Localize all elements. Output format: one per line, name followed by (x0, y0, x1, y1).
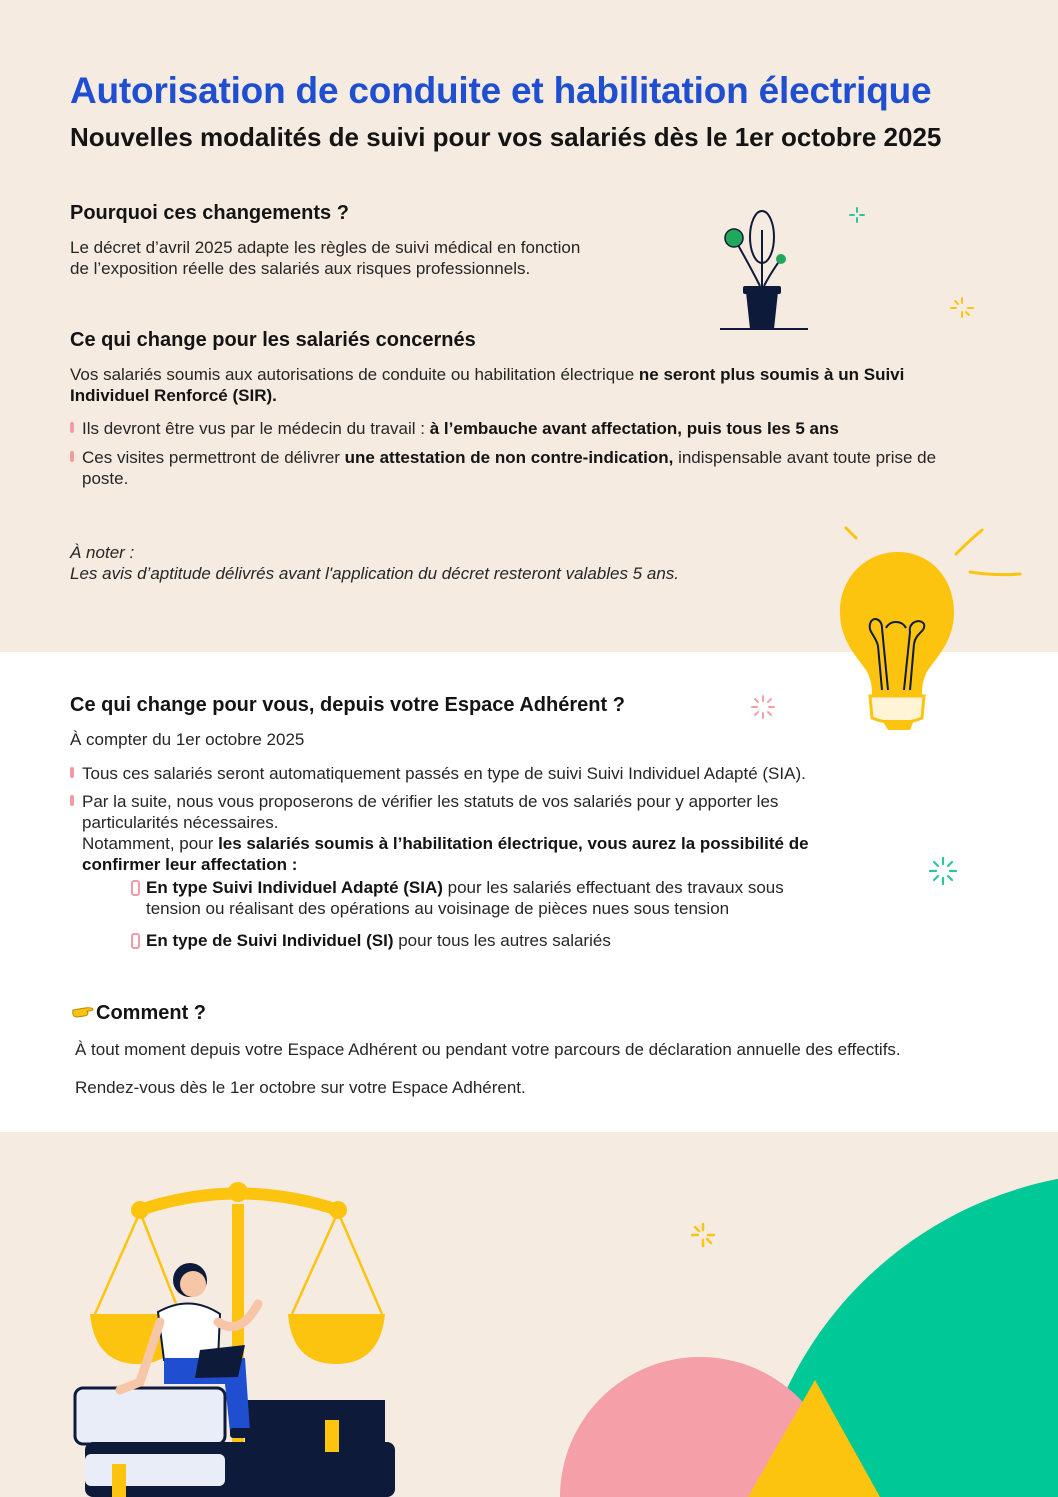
pointing-hand-icon (71, 1003, 95, 1021)
why-text-line-2: de l’exposition réelle des salariés aux risques professionnels. (70, 259, 531, 278)
green-sparkle-icon (928, 856, 958, 886)
you-date-line: À compter du 1er octobre 2025 (70, 730, 305, 749)
employees-intro: Vos salariés soumis aux autorisations de conduite ou habilitation électrique ne seront plus soumis à un Suivi Individuel Renforcé (SIR). (70, 365, 905, 405)
bottom-illustration-band (0, 1132, 1058, 1497)
you-sub-bullet-1: En type Suivi Individuel Adapté (SIA) pour les salariés effectuant des travaux sous tension ou réalisant des opérations au voisinage de pièces nues sous tension (131, 877, 821, 919)
plant-illustration (700, 200, 990, 340)
you-bullet-2: Par la suite, nous vous proposerons de vérifier les statuts de vos salariés pour y apporter les particularités nécessaires. Notamment, pour les salariés soumis à l’habilitation électrique, vous aurez la possibilité de confirmer leur affectation : (70, 791, 870, 875)
employees-bullet-1: Ils devront être vus par le médecin du travail : à l’embauche avant affectation, puis tous les 5 ans (70, 418, 950, 439)
employees-heading: Ce qui change pour les salariés concernés (70, 329, 476, 351)
how-line-2: Rendez-vous dès le 1er octobre sur votre Espace Adhérent. (75, 1078, 526, 1097)
page-title: Autorisation de conduite et habilitation électrique (70, 70, 932, 111)
how-line-1: À tout moment depuis votre Espace Adhérent ou pendant votre parcours de déclaration annuelle des effectifs. (75, 1040, 901, 1059)
employees-bullet-2: Ces visites permettront de délivrer une attestation de non contre-indication, indispensable avant toute prise de poste. (70, 447, 960, 489)
you-sub-bullet-2: En type de Suivi Individuel (SI) pour tous les autres salariés (131, 930, 821, 951)
why-heading: Pourquoi ces changements ? (70, 202, 349, 224)
justice-scale-illustration (60, 1132, 480, 1497)
page-subtitle: Nouvelles modalités de suivi pour vos salariés dès le 1er octobre 2025 (70, 122, 942, 152)
pink-sparkle-icon (750, 694, 776, 720)
why-text-line-1: Le décret d’avril 2025 adapte les règles de suivi médical en fonction (70, 238, 581, 257)
note-text: Les avis d’aptitude délivrés avant l'application du décret resteront valables 5 ans. (70, 564, 679, 583)
you-heading: Ce qui change pour vous, depuis votre Espace Adhérent ? (70, 694, 625, 716)
you-bullet-1: Tous ces salariés seront automatiquement passés en type de suivi Suivi Individuel Adapté (SIA). (70, 763, 970, 784)
lightbulb-illustration (830, 520, 1030, 740)
how-heading: Comment ? (96, 1002, 206, 1024)
note-label: À noter : (70, 543, 135, 562)
